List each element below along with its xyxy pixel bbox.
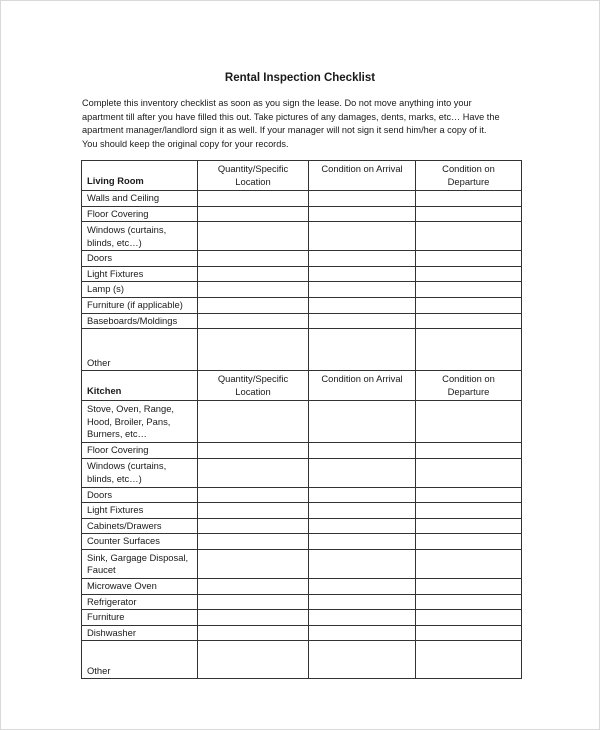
- item-label: Counter Surfaces: [82, 534, 198, 550]
- item-label: Windows (curtains, blinds, etc…): [82, 222, 198, 251]
- column-header-arrival: Condition on Arrival: [309, 161, 416, 191]
- arrival-cell[interactable]: [309, 206, 416, 222]
- table-row: [82, 610, 522, 626]
- departure-cell[interactable]: [416, 401, 522, 443]
- arrival-cell[interactable]: [309, 458, 416, 487]
- item-label: Refrigerator: [82, 594, 198, 610]
- table-row: [82, 206, 522, 222]
- quantity-cell[interactable]: [198, 222, 309, 251]
- quantity-cell[interactable]: [198, 443, 309, 459]
- item-label: Windows (curtains, blinds, etc…): [82, 458, 198, 487]
- departure-cell[interactable]: [416, 610, 522, 626]
- table-row: [82, 518, 522, 534]
- living-room-table: [81, 160, 522, 371]
- departure-cell[interactable]: [416, 329, 522, 371]
- arrival-cell[interactable]: [309, 443, 416, 459]
- departure-cell[interactable]: [416, 313, 522, 329]
- departure-cell[interactable]: [416, 206, 522, 222]
- table-header-row: [82, 371, 522, 401]
- table-row: [82, 222, 522, 251]
- departure-cell[interactable]: [416, 191, 522, 207]
- item-label: Sink, Gargage Disposal, Faucet: [82, 549, 198, 578]
- column-header-quantity: Quantity/Specific Location: [198, 371, 309, 401]
- arrival-cell[interactable]: [309, 329, 416, 371]
- table-row: [82, 329, 522, 371]
- item-label: Floor Covering: [82, 443, 198, 459]
- quantity-cell[interactable]: [198, 191, 309, 207]
- departure-cell[interactable]: [416, 297, 522, 313]
- item-label: Cabinets/Drawers: [82, 518, 198, 534]
- quantity-cell[interactable]: [198, 282, 309, 298]
- column-header-departure: Condition on Departure: [416, 161, 522, 191]
- departure-cell[interactable]: [416, 641, 522, 679]
- item-label: Doors: [82, 251, 198, 267]
- quantity-cell[interactable]: [198, 297, 309, 313]
- document-title: Rental Inspection Checklist: [224, 72, 376, 84]
- table-row: [82, 578, 522, 594]
- arrival-cell[interactable]: [309, 503, 416, 519]
- table-row: [82, 401, 522, 443]
- arrival-cell[interactable]: [309, 610, 416, 626]
- arrival-cell[interactable]: [309, 191, 416, 207]
- item-label: Floor Covering: [82, 206, 198, 222]
- section-heading-living-room: Living Room: [82, 161, 198, 191]
- quantity-cell[interactable]: [198, 610, 309, 626]
- departure-cell[interactable]: [416, 251, 522, 267]
- departure-cell[interactable]: [416, 594, 522, 610]
- arrival-cell[interactable]: [309, 518, 416, 534]
- departure-cell[interactable]: [416, 549, 522, 578]
- table-row: [82, 251, 522, 267]
- table-row: [82, 443, 522, 459]
- item-label: Furniture: [82, 610, 198, 626]
- arrival-cell[interactable]: [309, 487, 416, 503]
- departure-cell[interactable]: [416, 503, 522, 519]
- kitchen-table: [81, 370, 522, 679]
- quantity-cell[interactable]: [198, 641, 309, 679]
- quantity-cell[interactable]: [198, 534, 309, 550]
- arrival-cell[interactable]: [309, 534, 416, 550]
- arrival-cell[interactable]: [309, 549, 416, 578]
- quantity-cell[interactable]: [198, 266, 309, 282]
- quantity-cell[interactable]: [198, 251, 309, 267]
- quantity-cell[interactable]: [198, 503, 309, 519]
- table-row: [82, 549, 522, 578]
- quantity-cell[interactable]: [198, 313, 309, 329]
- arrival-cell[interactable]: [309, 594, 416, 610]
- quantity-cell[interactable]: [198, 578, 309, 594]
- arrival-cell[interactable]: [309, 625, 416, 641]
- quantity-cell[interactable]: [198, 401, 309, 443]
- item-label: Walls and Ceiling: [82, 191, 198, 207]
- item-label: Stove, Oven, Range, Hood, Broiler, Pans, Burners, etc…: [82, 401, 198, 443]
- arrival-cell[interactable]: [309, 641, 416, 679]
- table-row: [82, 503, 522, 519]
- item-label: Microwave Oven: [82, 578, 198, 594]
- item-label: Doors: [82, 487, 198, 503]
- item-label: Other: [82, 641, 198, 679]
- departure-cell[interactable]: [416, 458, 522, 487]
- departure-cell[interactable]: [416, 625, 522, 641]
- departure-cell[interactable]: [416, 487, 522, 503]
- arrival-cell[interactable]: [309, 282, 416, 298]
- departure-cell[interactable]: [416, 518, 522, 534]
- departure-cell[interactable]: [416, 266, 522, 282]
- table-row: [82, 266, 522, 282]
- arrival-cell[interactable]: [309, 297, 416, 313]
- quantity-cell[interactable]: [198, 549, 309, 578]
- item-label: Baseboards/Moldings: [82, 313, 198, 329]
- table-row: [82, 191, 522, 207]
- table-row: [82, 487, 522, 503]
- table-row: [82, 297, 522, 313]
- quantity-cell[interactable]: [198, 518, 309, 534]
- quantity-cell[interactable]: [198, 487, 309, 503]
- column-header-arrival: Condition on Arrival: [309, 371, 416, 401]
- column-header-quantity: Quantity/Specific Location: [198, 161, 309, 191]
- table-row: [82, 458, 522, 487]
- arrival-cell[interactable]: [309, 222, 416, 251]
- arrival-cell[interactable]: [309, 401, 416, 443]
- table-row: [82, 534, 522, 550]
- departure-cell[interactable]: [416, 534, 522, 550]
- item-label: Other: [82, 329, 198, 371]
- item-label: Dishwasher: [82, 625, 198, 641]
- quantity-cell[interactable]: [198, 625, 309, 641]
- table-row: [82, 594, 522, 610]
- arrival-cell[interactable]: [309, 251, 416, 267]
- arrival-cell[interactable]: [309, 313, 416, 329]
- column-header-departure: Condition on Departure: [416, 371, 522, 401]
- quantity-cell[interactable]: [198, 458, 309, 487]
- table-header-row: [82, 161, 522, 191]
- quantity-cell[interactable]: [198, 206, 309, 222]
- departure-cell[interactable]: [416, 222, 522, 251]
- table-row: [82, 641, 522, 679]
- item-label: Lamp (s): [82, 282, 198, 298]
- section-heading-kitchen: Kitchen: [82, 371, 198, 401]
- item-label: Light Fixtures: [82, 503, 198, 519]
- table-row: [82, 282, 522, 298]
- departure-cell[interactable]: [416, 578, 522, 594]
- quantity-cell[interactable]: [198, 594, 309, 610]
- table-row: [82, 625, 522, 641]
- arrival-cell[interactable]: [309, 266, 416, 282]
- quantity-cell[interactable]: [198, 329, 309, 371]
- item-label: Light Fixtures: [82, 266, 198, 282]
- intro-paragraph: Complete this inventory checklist as soon as you sign the lease. Do not move anything into your apartment till after you have filled this out. Take pictures of any damages, dents, marks, etc… Have the apartment manager/landlord sign it as well. If your manager will not sign it send him/her a copy of it. You should keep the original copy for your records.: [82, 98, 500, 149]
- departure-cell[interactable]: [416, 282, 522, 298]
- table-row: [82, 313, 522, 329]
- arrival-cell[interactable]: [309, 578, 416, 594]
- item-label: Furniture (if applicable): [82, 297, 198, 313]
- departure-cell[interactable]: [416, 443, 522, 459]
